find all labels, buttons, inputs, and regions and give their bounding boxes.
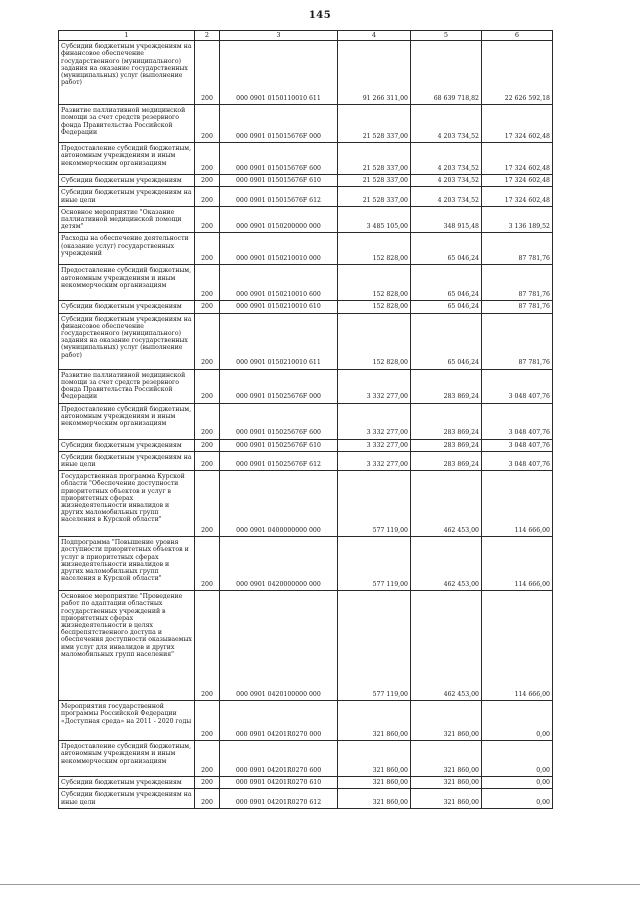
remaining-amount: 17 324 602,48 bbox=[482, 187, 553, 206]
admin-code: 200 bbox=[195, 591, 220, 701]
executed-amount: 4 203 734,52 bbox=[411, 187, 482, 206]
header-cell: 5 bbox=[411, 31, 482, 41]
budget-code: 000 0901 015015676F 612 bbox=[220, 187, 338, 206]
header-cell: 6 bbox=[482, 31, 553, 41]
table-row bbox=[59, 403, 553, 439]
remaining-amount: 0,00 bbox=[482, 777, 553, 789]
row-description: Мероприятия государственной программы Российской Федерации «Доступная среда» на 2011 - 2020 годы bbox=[59, 701, 195, 741]
approved-amount: 21 528 337,00 bbox=[338, 187, 411, 206]
admin-code: 200 bbox=[195, 369, 220, 403]
budget-code: 000 0901 015015676F 600 bbox=[220, 143, 338, 175]
table-row bbox=[59, 471, 553, 537]
row-description: Основное мероприятие "Оказание паллиативной медицинской помощи детям" bbox=[59, 206, 195, 233]
budget-code: 000 0901 0420000000 000 bbox=[220, 537, 338, 591]
approved-amount: 3 332 277,00 bbox=[338, 369, 411, 403]
row-description: Государственная программа Курской области "Обеспечение доступности приоритетных объектов и услуг в приоритетных сферах жизнедеятельности инвалидов и других маломобильных групп населения в Курской области" bbox=[59, 471, 195, 537]
row-description: Субсидии бюджетным учреждениям bbox=[59, 439, 195, 451]
row-description: Предоставление субсидий бюджетным, автономным учреждениям и иным некоммерческим организациям bbox=[59, 143, 195, 175]
executed-amount: 321 860,00 bbox=[411, 701, 482, 741]
executed-amount: 4 203 734,52 bbox=[411, 175, 482, 187]
executed-amount: 4 203 734,52 bbox=[411, 105, 482, 143]
page-bottom-rule bbox=[0, 884, 640, 885]
budget-code: 000 0901 015025676F 610 bbox=[220, 439, 338, 451]
budget-code: 000 0901 015025676F 600 bbox=[220, 403, 338, 439]
approved-amount: 91 266 311,00 bbox=[338, 41, 411, 105]
admin-code: 200 bbox=[195, 233, 220, 265]
budget-table bbox=[58, 30, 553, 809]
budget-code: 000 0901 0150210010 000 bbox=[220, 233, 338, 265]
remaining-amount: 0,00 bbox=[482, 741, 553, 777]
row-description: Субсидии бюджетным учреждениям bbox=[59, 777, 195, 789]
executed-amount: 283 869,24 bbox=[411, 403, 482, 439]
remaining-amount: 87 781,76 bbox=[482, 301, 553, 313]
table-row bbox=[59, 439, 553, 451]
table-row bbox=[59, 187, 553, 206]
approved-amount: 577 119,00 bbox=[338, 591, 411, 701]
row-description: Развитие паллиативной медицинской помощи за счет средств резервного фонда Правительства Российской Федерации bbox=[59, 105, 195, 143]
header-cell: 2 bbox=[195, 31, 220, 41]
table-row bbox=[59, 701, 553, 741]
budget-code: 000 0901 015025676F 612 bbox=[220, 451, 338, 470]
budget-code: 000 0901 015025676F 000 bbox=[220, 369, 338, 403]
table-row bbox=[59, 105, 553, 143]
budget-code: 000 0901 0420100000 000 bbox=[220, 591, 338, 701]
executed-amount: 283 869,24 bbox=[411, 369, 482, 403]
admin-code: 200 bbox=[195, 313, 220, 369]
table-row bbox=[59, 591, 553, 701]
admin-code: 200 bbox=[195, 741, 220, 777]
page-number: 145 bbox=[308, 10, 332, 21]
budget-code: 000 0901 0150210010 611 bbox=[220, 313, 338, 369]
row-description: Субсидии бюджетным учреждениям bbox=[59, 175, 195, 187]
executed-amount: 321 860,00 bbox=[411, 789, 482, 808]
approved-amount: 321 860,00 bbox=[338, 777, 411, 789]
budget-code: 000 0901 0150210010 600 bbox=[220, 265, 338, 301]
executed-amount: 462 453,00 bbox=[411, 591, 482, 701]
executed-amount: 348 915,48 bbox=[411, 206, 482, 233]
remaining-amount: 114 666,00 bbox=[482, 471, 553, 537]
approved-amount: 321 860,00 bbox=[338, 701, 411, 741]
table-row bbox=[59, 41, 553, 105]
remaining-amount: 3 048 407,76 bbox=[482, 369, 553, 403]
table-row bbox=[59, 741, 553, 777]
remaining-amount: 22 626 592,18 bbox=[482, 41, 553, 105]
header-cell: 1 bbox=[59, 31, 195, 41]
row-description: Субсидии бюджетным учреждениям bbox=[59, 301, 195, 313]
executed-amount: 462 453,00 bbox=[411, 471, 482, 537]
row-description: Субсидии бюджетным учреждениям на финансовое обеспечение государственного (муниципального) задания на оказание государственных (муниципальных) услуг (выполнение работ) bbox=[59, 313, 195, 369]
remaining-amount: 3 048 407,76 bbox=[482, 439, 553, 451]
remaining-amount: 3 048 407,76 bbox=[482, 403, 553, 439]
table-row bbox=[59, 175, 553, 187]
budget-code: 000 0901 04201R0270 600 bbox=[220, 741, 338, 777]
admin-code: 200 bbox=[195, 175, 220, 187]
table-row bbox=[59, 777, 553, 789]
admin-code: 200 bbox=[195, 403, 220, 439]
budget-code: 000 0901 0400000000 000 bbox=[220, 471, 338, 537]
remaining-amount: 114 666,00 bbox=[482, 591, 553, 701]
admin-code: 200 bbox=[195, 439, 220, 451]
admin-code: 200 bbox=[195, 187, 220, 206]
row-description: Подпрограмма "Повышение уровня доступности приоритетных объектов и услуг в приоритетных сферах жизнедеятельности инвалидов и других маломобильных групп населения в Курской области" bbox=[59, 537, 195, 591]
admin-code: 200 bbox=[195, 537, 220, 591]
executed-amount: 283 869,24 bbox=[411, 451, 482, 470]
approved-amount: 21 528 337,00 bbox=[338, 143, 411, 175]
budget-code: 000 0901 04201R0270 610 bbox=[220, 777, 338, 789]
table-header-row bbox=[59, 31, 553, 41]
executed-amount: 65 046,24 bbox=[411, 301, 482, 313]
approved-amount: 21 528 337,00 bbox=[338, 105, 411, 143]
budget-code: 000 0901 0150110010 611 bbox=[220, 41, 338, 105]
approved-amount: 321 860,00 bbox=[338, 741, 411, 777]
executed-amount: 283 869,24 bbox=[411, 439, 482, 451]
admin-code: 200 bbox=[195, 105, 220, 143]
approved-amount: 577 119,00 bbox=[338, 537, 411, 591]
remaining-amount: 87 781,76 bbox=[482, 313, 553, 369]
approved-amount: 3 485 105,00 bbox=[338, 206, 411, 233]
remaining-amount: 17 324 602,48 bbox=[482, 175, 553, 187]
table-row bbox=[59, 537, 553, 591]
table-row bbox=[59, 301, 553, 313]
header-cell: 4 bbox=[338, 31, 411, 41]
row-description: Развитие паллиативной медицинской помощи за счет средств резервного фонда Правительства Российской Федерации bbox=[59, 369, 195, 403]
budget-code: 000 0901 015015676F 610 bbox=[220, 175, 338, 187]
admin-code: 200 bbox=[195, 471, 220, 537]
remaining-amount: 87 781,76 bbox=[482, 265, 553, 301]
admin-code: 200 bbox=[195, 41, 220, 105]
executed-amount: 65 046,24 bbox=[411, 313, 482, 369]
remaining-amount: 17 324 602,48 bbox=[482, 105, 553, 143]
budget-code: 000 0901 0150210010 610 bbox=[220, 301, 338, 313]
remaining-amount: 3 048 407,76 bbox=[482, 451, 553, 470]
table-row bbox=[59, 206, 553, 233]
approved-amount: 577 119,00 bbox=[338, 471, 411, 537]
approved-amount: 3 332 277,00 bbox=[338, 451, 411, 470]
table-row bbox=[59, 369, 553, 403]
admin-code: 200 bbox=[195, 265, 220, 301]
executed-amount: 68 639 718,82 bbox=[411, 41, 482, 105]
row-description: Расходы на обеспечение деятельности (оказание услуг) государственных учреждений bbox=[59, 233, 195, 265]
approved-amount: 152 828,00 bbox=[338, 301, 411, 313]
approved-amount: 3 332 277,00 bbox=[338, 403, 411, 439]
row-description: Субсидии бюджетным учреждениям на финансовое обеспечение государственного (муниципального) задания на оказание государственных (муниципальных) услуг (выполнение работ) bbox=[59, 41, 195, 105]
admin-code: 200 bbox=[195, 451, 220, 470]
row-description: Субсидии бюджетным учреждениям на иные цели bbox=[59, 451, 195, 470]
executed-amount: 321 860,00 bbox=[411, 777, 482, 789]
table-row bbox=[59, 265, 553, 301]
approved-amount: 321 860,00 bbox=[338, 789, 411, 808]
executed-amount: 4 203 734,52 bbox=[411, 143, 482, 175]
budget-code: 000 0901 015015676F 000 bbox=[220, 105, 338, 143]
remaining-amount: 0,00 bbox=[482, 701, 553, 741]
executed-amount: 321 860,00 bbox=[411, 741, 482, 777]
admin-code: 200 bbox=[195, 701, 220, 741]
remaining-amount: 87 781,76 bbox=[482, 233, 553, 265]
approved-amount: 3 332 277,00 bbox=[338, 439, 411, 451]
admin-code: 200 bbox=[195, 789, 220, 808]
table-row bbox=[59, 789, 553, 808]
row-description: Предоставление субсидий бюджетным, автономным учреждениям и иным некоммерческим организациям bbox=[59, 741, 195, 777]
remaining-amount: 17 324 602,48 bbox=[482, 143, 553, 175]
approved-amount: 21 528 337,00 bbox=[338, 175, 411, 187]
executed-amount: 462 453,00 bbox=[411, 537, 482, 591]
approved-amount: 152 828,00 bbox=[338, 313, 411, 369]
row-description: Субсидии бюджетным учреждениям на иные цели bbox=[59, 187, 195, 206]
budget-code: 000 0901 04201R0270 612 bbox=[220, 789, 338, 808]
row-description: Предоставление субсидий бюджетным, автономным учреждениям и иным некоммерческим организациям bbox=[59, 265, 195, 301]
row-description: Основное мероприятие "Проведение работ по адаптации областных государственных учреждений в приоритетных сферах жизнедеятельности в целях беспрепятственного доступа и обеспечения доступности оказываемых ими услуг для инвалидов и других маломобильных групп населения" bbox=[59, 591, 195, 701]
header-cell: 3 bbox=[220, 31, 338, 41]
remaining-amount: 3 136 189,52 bbox=[482, 206, 553, 233]
admin-code: 200 bbox=[195, 206, 220, 233]
row-description: Предоставление субсидий бюджетным, автономным учреждениям и иным некоммерческим организациям bbox=[59, 403, 195, 439]
approved-amount: 152 828,00 bbox=[338, 233, 411, 265]
budget-code: 000 0901 04201R0270 000 bbox=[220, 701, 338, 741]
executed-amount: 65 046,24 bbox=[411, 265, 482, 301]
table-row bbox=[59, 451, 553, 470]
table-row bbox=[59, 233, 553, 265]
remaining-amount: 114 666,00 bbox=[482, 537, 553, 591]
remaining-amount: 0,00 bbox=[482, 789, 553, 808]
approved-amount: 152 828,00 bbox=[338, 265, 411, 301]
executed-amount: 65 046,24 bbox=[411, 233, 482, 265]
table-row bbox=[59, 143, 553, 175]
row-description: Субсидии бюджетным учреждениям на иные цели bbox=[59, 789, 195, 808]
admin-code: 200 bbox=[195, 777, 220, 789]
budget-code: 000 0901 0150200000 000 bbox=[220, 206, 338, 233]
admin-code: 200 bbox=[195, 301, 220, 313]
table-row bbox=[59, 313, 553, 369]
admin-code: 200 bbox=[195, 143, 220, 175]
